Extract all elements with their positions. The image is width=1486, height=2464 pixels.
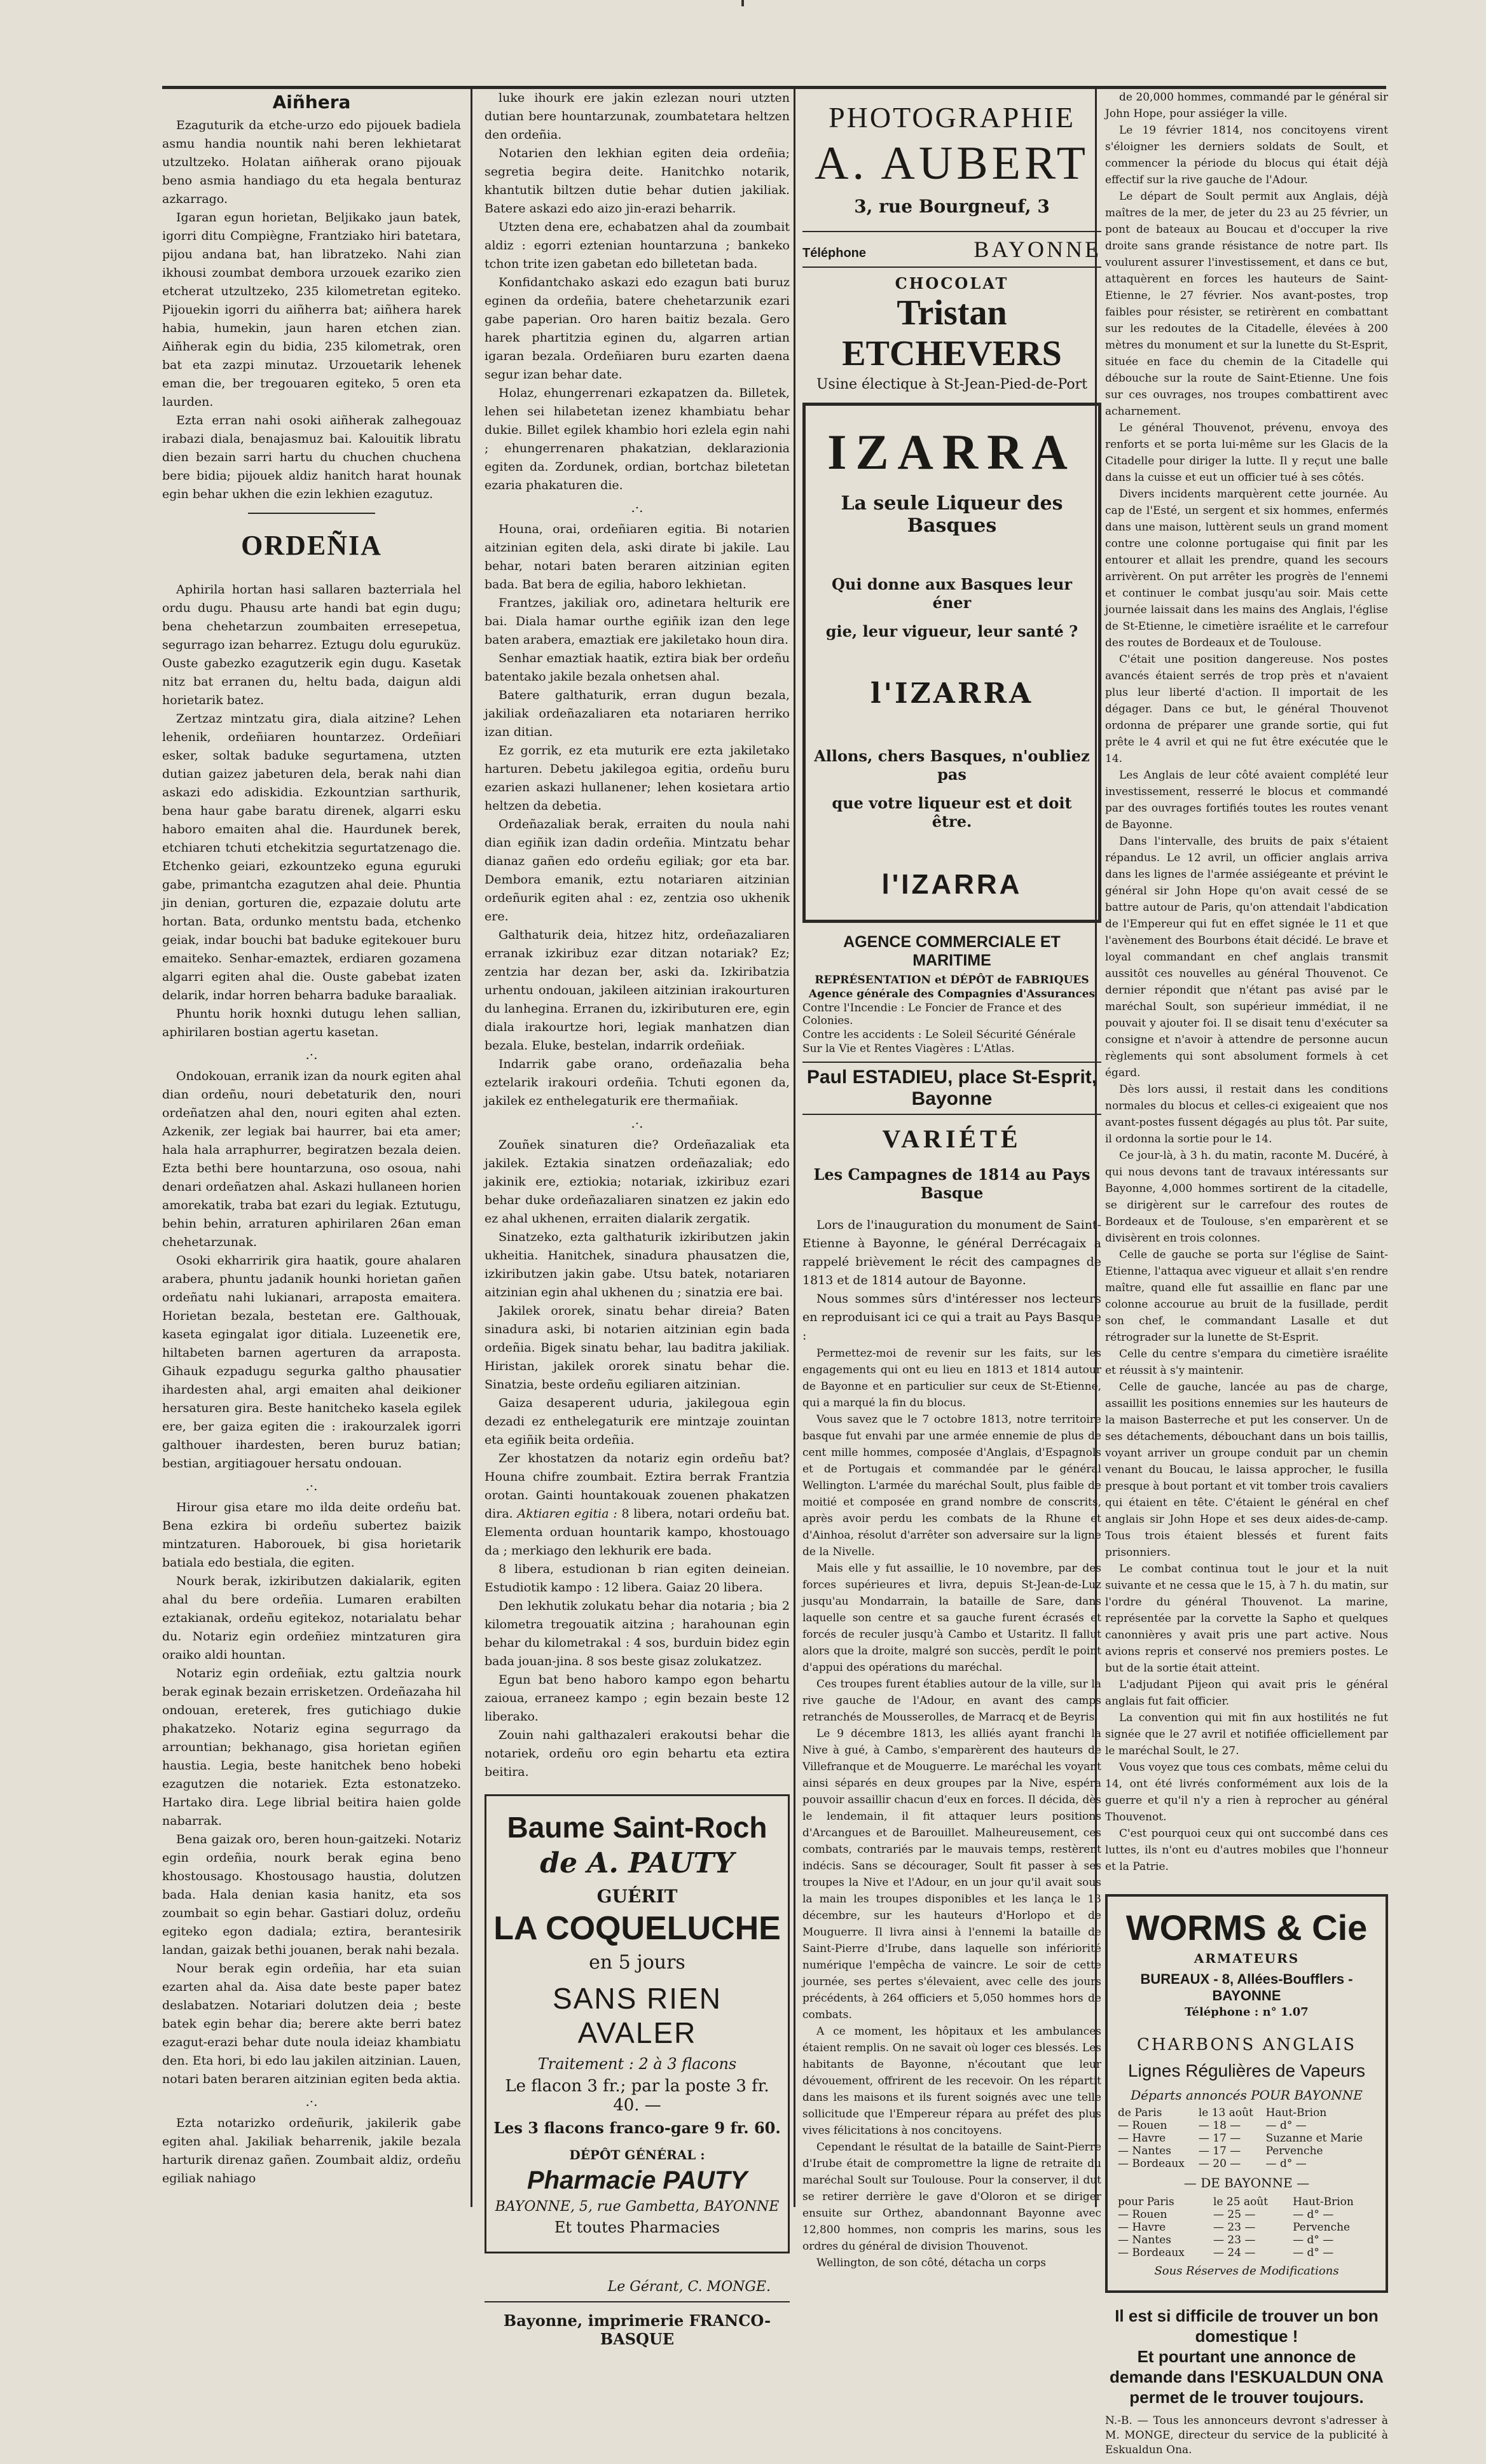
city-label: BAYONNE	[973, 237, 1101, 262]
ordenia-paragraph: Nour berak egin ordeñia, har eta suian ezarten ahal da. Aisa date beste paper batez deslabatzen. Notariari dolutzen deia ; beste batek egin behar dia; berere akte berri batez ezagut-erazi behar dute noula ideiaz khambiatu den. Eta hori, bi edo lau jakilen aitzinian. Lauen, notari baten beraren aitzinian egiten beda aktia.	[162, 1962, 461, 2086]
schedule-cell: — 17 —	[1198, 2132, 1241, 2145]
photo-ad-title: PHOTOGRAPHIE	[829, 101, 1075, 134]
schedule-cell: Pervenche	[1293, 2221, 1351, 2234]
schedule-row	[1115, 2234, 1378, 2246]
schedule-cell: de Paris	[1118, 2107, 1162, 2119]
ordenia-heading: ORDEÑIA	[241, 530, 382, 561]
ordenia-paragraph: Nourk berak, izkiributzen dakialarik, egiten ahal du bere ordeñia. Lumaren erabilten eztakianak, ordeñu egitekoz, notarialatu behar du. Notariz egin ordeñiez mintzaturen gira oraiko aldi hountan.	[162, 1574, 461, 1662]
worms-charbons: CHARBONS ANGLAIS	[1136, 2035, 1357, 2054]
schedule-cell: — Bordeaux	[1118, 2246, 1185, 2259]
schedule-cell: — 25 —	[1213, 2208, 1256, 2221]
dots-divider: .·.	[305, 2094, 318, 2109]
schedule-cell: Suzanne et Marie	[1265, 2132, 1363, 2145]
variete-paragraph: de 20,000 hommes, commandé par le général sir John Hope, pour assiéger la ville.	[1105, 91, 1388, 120]
classified-domestique	[1105, 2306, 1388, 2407]
izarra-name: l'IZARRA	[870, 677, 1034, 710]
baume-pharmacy: Pharmacie PAUTY	[526, 2166, 748, 2194]
izarra-subtitle: La seule Liqueur des Basques	[841, 492, 1063, 537]
worms-title: WORMS & Cie	[1125, 1907, 1368, 1948]
ordenia-paragraph: Phuntu horik hoxnki dutugu lehen sallian, aphirilaren bostian agertu kasetan.	[162, 1007, 461, 1039]
ordenia-paragraph: Utzten dena ere, echabatzen ahal da zoumbait aldiz : egorri eztenian hountarzuna ; bankeko tchon trite izen gabetan edo billetetan bada.	[485, 220, 790, 271]
variete-paragraph: Le départ de Soult permit aux Anglais, déjà maîtres de la mer, de jeter du 23 au 25 février, un pont de bateaux au Boucau et d'occuper la rive droite sans grande résistance de notre part. Ils voulurent assurer l'investissement, et dans ce but, attaquèrent en forces les hauteurs de Saint-Etienne, le 27 février. Nos avant-postes, trop faibles pour résister, se retirèrent en combattant sur les redoutes de la Citadelle, élevées à 200 mètres du monument et sur la lunette du St-Esprit, située en face du chemin de la Citadelle qui débouche sur la route de Saint-Etienne. Une fois sur ces ouvrages, nos troupes combattirent avec acharnement.	[1105, 190, 1388, 418]
variete-paragraph: C'est pourquoi ceux qui ont succombé dans ces luttes, ils n'ont eu d'autres mobiles que l'honneur et la Patrie.	[1105, 1827, 1388, 1873]
agence-subtitle: Agence générale des Compagnies d'Assurances	[808, 988, 1096, 1000]
variete-paragraph: Ce jour-là, à 3 h. du matin, raconte M. Ducéré, à qui nous devons tant de travaux intéressants sur Bayonne, 4,000 hommes sortirent de la citadelle, se dirigèrent sur le carrefour des routes de Bordeaux et de Toulouse, s'en emparèrent et se divisèrent en trois colonnes.	[1105, 1149, 1388, 1245]
schedule-row	[1115, 2246, 1378, 2259]
ordenia-paragraph: Galthaturik deia, hitzez hitz, ordeñazaliaren erranak izkiribuz ezar ditzan notariak? Ez; zentzia har dezan ber, aski da. Izkiribatzia urhentu ondouan, jakileen aitzinian irakourturen du lanhegina. Erranen du, izkiributuren ere, egin diala irakourtze hori, legiak manhatzen dian bezala. Eluke, bestelan, indarrik ordeñiak.	[485, 928, 790, 1053]
schedule-row	[1115, 2132, 1378, 2145]
ordenia-paragraph: Zertzaz mintzatu gira, diala aitzine? Lehen lehenik, ordeñiaren hountarzez. Ordeñiari esker, soltak baduke segurtamena, utzten dutian gaizez jabeturen dela, berak nahi dian askazi edo adiskidia. Ezkountzian sarthurik, bena haur gabe baratu direnek, algarri esku haboro emaiten ahal die. Haurdunek berek, etchiaren tchuti etchekitzia segurtatzenago die. Etchenko geiari, ezkountzeko eguna eguruki gabe, primantcha ezagutzen ahal deie. Phuntia jin denian, gorturen die, ezpazaie dolutu arte hortan. Bata, ordunko mentstu bada, etchenko geiak, indar bouchi bat baduke egitekouer buru emaiteko. Senhar-emaztek, erdiaren gozamena algarri egiten ahal die. Ouste gabebat izaten delarik, indar horren beharra baduke baraaliak.	[162, 712, 461, 1002]
worms-advertisement	[1105, 1894, 1388, 2293]
ordenia-paragraph	[485, 1450, 790, 1560]
variete-paragraph: Le combat continua tout le jour et la nuit suivante et ne cessa que le 15, à 7 h. du matin, sur l'ordre du général Thouvenot. La marine, représentée par la corvette la Sapho et quelques canonnières y avait pris une part active. Nous avions repris et conservé nos premiers postes. Le but de la sortie était atteint.	[1105, 1563, 1388, 1675]
dots-divider: .·.	[305, 1478, 318, 1493]
izarra-line: Allons, chers Basques, n'oubliez pas	[814, 747, 1090, 784]
schedule-cell: — Havre	[1118, 2221, 1166, 2234]
izarra-line: que votre liqueur est et doit être.	[832, 794, 1072, 831]
ordenia-emphasis: Aktiaren egitia :	[517, 1507, 617, 1521]
ordenia-paragraph: Ez gorrik, ez eta muturik ere ezta jakiletako harturen. Debetu jakilegoa egitia, ordeñu buru ezarien askazi hullanener; lehen kosietara artio heltzen da debetia.	[485, 744, 790, 813]
variete-paragraph: Dès lors aussi, il restait dans les conditions normales du blocus et celles-ci exigeaient que nos avant-postes fussent dégagés au plus tôt. Par suite, il ordonna la sortie pour le 14.	[1105, 1083, 1388, 1145]
ordenia-paragraph: Senhar emaztiak haatik, eztira biak ber ordeñu batentako jakile bezala onhetsen ahal.	[485, 651, 790, 684]
ordenia-paragraph: luke ihourk ere jakin ezlezan nouri utzten dutian bere hountarzunak, zoumbatetara heltzen den ordeñia.	[485, 91, 790, 142]
baume-address: BAYONNE, 5, rue Gambetta, BAYONNE	[495, 2199, 780, 2215]
dots-divider: .·.	[631, 1116, 643, 1131]
ordenia-paragraph: Jakilek ororek, sinatu behar direia? Baten sinadura aski, bi notarien aitzinian egin bada ordeñia. Bigek sinatu behar, lau baditra jakiliak. Hiristan, jakilek ororek sinatu behar die. Sinatzia, beste ordeñu egiliaren aitzinian.	[485, 1304, 790, 1392]
baume-depot-label: DÉPÔT GÉNÉRAL :	[569, 2147, 705, 2163]
variete-paragraph: L'adjudant Pijeon qui avait pris le général anglais fut fait officier.	[1105, 1678, 1388, 1708]
schedule-cell: Haut-Brion	[1265, 2107, 1327, 2119]
schedule-cell: pour Paris	[1118, 2196, 1174, 2208]
variete-paragraph: Nous sommes sûrs d'intéresser nos lecteurs en reproduisant ici ce qui a trait au Pays Basque :	[802, 1292, 1101, 1343]
ordenia-paragraph: 8 libera, estudionan b rian egiten deineian. Estudiotik kampo : 12 libera. Gaiaz 20 libera.	[485, 1562, 790, 1595]
schedule-row	[1115, 2107, 1378, 2119]
dots-divider: .·.	[631, 500, 643, 515]
schedule-cell: — Havre	[1118, 2132, 1166, 2145]
gerant-signature: Le Gérant, C. MONGE.	[607, 2279, 771, 2295]
tristan-etchevers: Tristan ETCHEVERS	[842, 293, 1062, 373]
variete-heading: VARIÉTÉ	[882, 1125, 1022, 1153]
agence-line: Contre les accidents : Le Soleil Sécurité Générale	[802, 1028, 1076, 1041]
variete-paragraph: Le 9 décembre 1813, les alliés ayant franchi la Nive à gué, à Cambo, s'emparèrent des hauteurs de Villefranque et de Mouguerre. Le maréchal les voyant ainsi séparés en deux groupes par la Nive, espéra pouvoir assaillir chacun d'eux en forces. Il décida, dès le lendemain, il fit attaquer leurs positions d'Arcangues et de Barouillet. Malheureusement, ces combats, contrariés par le mauvais temps, restèrent indécis. Sans se décourager, Soult fit passer à ses troupes la Nive et l'Adour, en un jour qu'il avait sous la main les troupes disponibles et les lança le 13 décembre, sur les hauteurs d'Horlopo et de Mouguerre. Il livra ainsi à l'ennemi la bataille de Saint-Pierre d'Irube, dans laquelle son infériorité numérique l'empêcha de vaincre. Le soir de cette journée, ses pertes s'élevaient, avec celle des jours précédents, à 264 officiers et 5,050 hommes hors de combats.	[802, 1727, 1101, 2021]
schedule-cell: Haut-Brion	[1293, 2196, 1354, 2208]
ordenia-paragraph: Zouin nahi galthazaleri erakoutsi behar die notariek, ordeñu oro egin behartu eta eztira beitira.	[485, 1728, 790, 1779]
izarra-line: Qui donne aux Basques leur éner	[832, 575, 1072, 612]
column-rule-2	[794, 89, 795, 2207]
schedule-cell: — Rouen	[1118, 2119, 1167, 2132]
variete-paragraph: A ce moment, les hôpitaux et les ambulances étaient remplis. On ne savait où loger ces blessés. Les habitants de Bayonne, n'écoutant que leur dévouement, offrirent de les recevoir. On les répartit dans les maisons et ils furent soignés avec une telle sollicitude que l'Empereur répara au préfet des plus vives félicitations à nos concitoyens.	[802, 2025, 1101, 2137]
telephone-label: Téléphone	[802, 246, 867, 260]
worms-telephone: Téléphone : n° 1.07	[1185, 2005, 1309, 2019]
photo-ad-address: 3, rue Bourgneuf, 3	[854, 196, 1050, 217]
schedule-cell: Pervenche	[1265, 2145, 1323, 2157]
ainhera-paragraph: Ezta erran nahi osoki aiñherak zalhegouaz irabazi diala, benajasmuz bai. Kalouitik libratu dien bezain sarri hartu du chuchen chuchena bere bidia; pijouek aldiz hanitch harat hounak egin behar ukhen die ezin lekhien ezagutuz.	[162, 413, 461, 501]
baume-title: Baume Saint-Roch	[507, 1811, 767, 1844]
schedule-row	[1115, 2221, 1378, 2234]
classified-line: Et pourtant une annonce de demande dans l'ESKUALDUN ONA permet de le trouver toujours.	[1110, 2347, 1384, 2407]
schedule-row	[1115, 2208, 1378, 2221]
schedule-cell: le 25 août	[1213, 2196, 1269, 2208]
agence-owner: Paul ESTADIEU, place St-Esprit, Bayonne	[802, 1062, 1101, 1115]
variete-paragraph: Celle de gauche se porta sur l'église de Saint-Etienne, l'attaqua avec vigueur et allait s'en rendre maître, quand elle fut assaillie en flanc par une colonne accourue au bruit de la fusillade, perdit son chef, le commandant Lasalle et dut rétrograder sur la lunette de St-Esprit.	[1105, 1249, 1388, 1344]
schedule-cell: — 24 —	[1213, 2246, 1256, 2259]
ordenia-paragraph: Indarrik gabe orano, ordeñazalia beha eztelarik irakouri ordeñia. Tchuti egonen da, jakilek ez enthelegaturik ere thermañiak.	[485, 1057, 790, 1108]
ainhera-paragraph: Ezaguturik da etche-urzo edo pijouek badiela asmu handia nountik nahi beren lekhietarat utzultzeko. Holatan aiñherak orano pijouak beno asmia handiago du eta hegala benturaz azkarrago.	[162, 118, 461, 206]
ordenia-paragraph: Sinatzeko, ezta galthaturik izkiributzen jakin ukheitia. Hanitchek, sinadura phausatzen die, izkiributzen jakin gabe. Utsu batek, notariaren aitzinian egin ahal ukhenen du ; sinatzia ere bai.	[485, 1230, 790, 1299]
variete-paragraph: Vous voyez que tous ces combats, même celui du 14, ont été livrés conformément aux lois de la guerre et qu'il n'y a rien à reprocher au général Thouvenot.	[1105, 1761, 1388, 1824]
ordenia-paragraph: Ondokouan, erranik izan da nourk egiten ahal dian ordeñu, nouri debetaturik den, nouri ordeñatzen ahal den, nouri egiten ahal ezten. Azkenik, zer legiak bai haurrer, bai eta amer; hala hala arraphurrer, begiratzen bezala deien. Ezta bethi bere hountarzuna, oso osoua, nahi denari ordeñatzen ahal. Askazi hullaneen horien amorekatik, traba bat ezari du legiak. Eztutugu, behin behin, arraturen aphirilaren 26an eman chehetarzunak.	[162, 1069, 461, 1249]
ordenia-paragraph: Bena gaizak oro, beren houn-gaitzeki. Notariz egin ordeñia, nourk berak egina beno khostousago. Khostousago haustia, dolutzen bada. Hala denian kasia hanitz, eta sos zoumbait so egin behar. Gastiari doluz, ordeñu egiteko egon dadiala; eztira, berantesirik landan, gaizak bethi jouanen, berak nahi bezala.	[162, 1832, 461, 1957]
izarra-advertisement	[802, 403, 1101, 923]
column-3	[802, 89, 1101, 2271]
dots-divider: .·.	[305, 1047, 318, 1062]
ordenia-paragraph: Egun bat beno haboro kampo egon behartu zaioua, erraneez kampo ; egin bezain beste 12 liberako.	[485, 1673, 790, 1724]
ordenia-paragraph: Houna, orai, ordeñiaren egitia. Bi notarien aitzinian egiten dela, aski dirate bi jakile. Lau behar, notari baten beraren aitzinian egiten bada. Bat bera de egilia, haboro lekhietan.	[485, 522, 790, 592]
izarra-line: gie, leur vigueur, leur santé ?	[825, 622, 1078, 640]
schedule-row	[1115, 2119, 1378, 2132]
variete-paragraph: Celle de gauche, lancée au pas de charge, assaillit les positions ennemies sur les hauteurs de la maison Basterreche et put les conserver. Un de ses détachements, débouchant dans un bois taillis, voyant arriver un groupe conduit par un chemin venant du Boucau, le laissa approcher, le fusilla presque à bout portant et vit tomber trois cavaliers qui étaient en tête. C'étaient le général en chef anglais sir John Hope et ses deux aides-de-camp. Tous trois étaient blessés et furent faits prisonniers.	[1105, 1381, 1388, 1559]
column-1	[162, 89, 461, 2188]
worms-armateurs: ARMATEURS	[1194, 1951, 1300, 1966]
variete-paragraph: Divers incidents marquèrent cette journée. Au cap de l'Esté, un sergent et six hommes, enfermés dans une maison, luttèrent seuls un grand moment contre une colonne portugaise qui finit par les entourer et allait les prendre, quand les secours arrivèrent. On put arrêter les progrès de l'ennemi et continuer le combat jusqu'au soir. Mais cette journée laissait dans les mains des Anglais, l'église de St-Etienne, le cimetière israélite et le carrefour des routes de Bordeaux et de Toulouse.	[1105, 488, 1388, 649]
ordenia-paragraph: Aphirila hortan hasi sallaren bazterriala hel ordu dugu. Phausu arte handi bat egin dugu; bena chehetarzun zoumbaiten erresepetua, segurrago izan beharrez. Eztugu dolu eguruküz. Ouste gabezko ezagutzerik egin dugu. Kasetak nitz bat erranen du, heltu bada, daigun aldi horietarik batez.	[162, 583, 461, 707]
printer-line: Bayonne, imprimerie FRANCO-BASQUE	[485, 2301, 790, 2348]
baume-advertisement	[485, 1794, 790, 2253]
ordenia-paragraph: Holaz, ehungerrenari ezkapatzen da. Billetek, lehen sei hilabetetan izenez khambiatu behar dukie. Billet egilek khambio hori ezlela egin nahi ; ehungerrenaren phakatzian, deklarazionia egiten da. Zordunek, ordian, bortchaz biletetan ezaria phakaturen die.	[485, 386, 790, 492]
chocolat-label: CHOCOLAT	[895, 274, 1009, 293]
variete-paragraph: Ces troupes furent établies autour de la ville, sur la rive gauche de l'Adour, en avant des camps retranchés de Mousserolles, de Marracq et de Beyris.	[802, 1678, 1101, 1724]
classified-note: N.-B. — Tous les annonceurs devront s'adresser à M. MONGE, directeur du service de la publicité à Eskualdun Ona.	[1105, 2414, 1388, 2456]
photo-ad-name: A. AUBERT	[815, 137, 1089, 190]
schedule-cell: — d° —	[1293, 2208, 1334, 2221]
ordenia-paragraph: Notarien den lekhian egiten deia ordeñia; segretia begira deite. Hanitchko notarik, khantutik biltzen dutie behar dutien jakiliak. Batere askazi edo aizo jin-erazi beharrik.	[485, 146, 790, 216]
classified-line: Il est si difficile de trouver un bon domestique !	[1115, 2306, 1379, 2346]
ordenia-paragraph: Den lekhutik zolukatu behar dia notaria ; bia 2 kilometra tregouatik aitzina ; harahounan egin behar du kilometrakal : 4 sos, burduin bidez egin bada jouan-jina. 8 sos beste gisaz zolukatzez.	[485, 1599, 790, 1668]
variete-paragraph: Lors de l'inauguration du monument de Saint-Etienne à Bayonne, le général Derrécagaix a rappelé brièvement le récit des campagnes de 1813 et de 1814 autour de Bayonne.	[802, 1218, 1101, 1287]
schedule-cell: — 23 —	[1213, 2221, 1256, 2234]
column-2	[485, 89, 790, 2348]
schedule-cell: — 18 —	[1198, 2119, 1241, 2132]
variete-paragraph: Permettez-moi de revenir sur les faits, sur les engagements qui ont eu lieu en 1813 et 1814 autour de Bayonne et en particulier sur ceux de St-Etienne, qui a marqué la fin du blocus.	[802, 1347, 1101, 1409]
column-4	[1105, 89, 1388, 2464]
schedule-cell: — d° —	[1293, 2246, 1334, 2259]
variete-paragraph: C'était une position dangereuse. Nos postes avancés étaient serrés de trop près et n'avaient plus leur liberté d'action. Il importait de les dégager. Dans ce but, le général Thouvenot ordonna de préparer une grande sortie, qui fut prête le 4 avril et qui ne fut être exécutée que le 14.	[1105, 653, 1388, 765]
schedule-cell: — 20 —	[1198, 2157, 1241, 2170]
agence-advertisement	[802, 933, 1101, 1115]
baume-slogan: SANS RIEN AVALER	[553, 1982, 722, 2049]
ordenia-text: 8 libera, notari ordeñu bat. Elementa orduan hountarik kampo, khostouago da ; merkiago den lekhurik ere bada.	[485, 1507, 790, 1558]
ordenia-paragraph: Hirour gisa etare mo ilda deite ordeñu bat. Bena ezkira bi ordeñu subertez baizik mintzaturen. Haborouek, bi gisa horietarik batiala edo bestiala, die egiten.	[162, 1500, 461, 1570]
page-edge-mark	[741, 0, 744, 6]
baume-all-pharmacies: Et toutes Pharmacies	[554, 2218, 720, 2236]
schedule-cell: — Nantes	[1118, 2145, 1171, 2157]
variete-paragraph: Mais elle y fut assaillie, le 10 novembre, par des forces supérieures et livra, depuis St-Jean-de-Luz jusqu'au Mondarrain, la bataille de Sare, dans laquelle son centre et sa gauche furent écrasés et forcés de reculer jusqu'à Cambo et Ustaritz. Il fallut alors que la droite, malgré son succès, perdît le point d'appui des opérations du maréchal.	[802, 1562, 1101, 1674]
schedule-row	[1115, 2196, 1378, 2208]
variete-paragraph: Celle du centre s'empara du cimetière israélite et réussit à s'y maintenir.	[1105, 1348, 1388, 1377]
variete-paragraph: La convention qui mit fin aux hostilités ne fut signée que le 27 avril et notifiée officiellement par le maréchal Soult, le 27.	[1105, 1712, 1388, 1757]
ainhera-heading: Aiñhera	[272, 92, 351, 113]
variete-paragraph: Wellington, de son côté, détacha un corps	[816, 2257, 1046, 2269]
schedule-from-bayonne	[1115, 2196, 1378, 2259]
schedule-cell: — 17 —	[1198, 2145, 1241, 2157]
baume-price: Le flacon 3 fr.; par la poste 3 fr. 40. —	[505, 2077, 769, 2115]
variete-paragraph: Dans l'intervalle, des bruits de paix s'étaient répandus. Le 12 avril, un officier anglais arriva dans les lignes de l'armée assiégeante et prévint le général sir John Hope qu'on avait cessé de se battre autour de Paris, qu'on attendait l'abdication de l'Empereur qui fut en effet signée le 11 et que l'avènement des Bourbons était décidé. Le brave et loyal commandant en chef anglais transmit aussitôt ces nouvelles au général Thouvenot. Ce dernier répondit que n'étant pas avisé par le maréchal Soult, son supérieur immédiat, il ne pouvait y ajouter foi. Il se disait tenu d'exécuter sa consigne et n'avoir à attendre de personne aucun règlements qui sont absolument formels à cet égard.	[1105, 835, 1388, 1079]
agence-subtitle: REPRÉSENTATION et DÉPÔT de FABRIQUES	[815, 974, 1089, 986]
variete-paragraph: Cependant le résultat de la bataille de Saint-Pierre d'Irube était de compromettre la ligne de retraite du maréchal Soult sur Toulouse. Pour la conserver, il dut se retirer derrière le gave d'Oloron et se diriger ensuite sur Orthez, abandonnant Bayonne avec 12,800 hommes, non compris les marins, sous les ordres du général de division Thouvenot.	[802, 2141, 1101, 2253]
agence-title: AGENCE COMMERCIALE ET MARITIME	[843, 933, 1061, 969]
ordenia-paragraph: Gaiza desaperent uduria, jakilegoua egin dezadi ez enthelegaturik ere mintzaje zouintan eta egiñik beita ordeñia.	[485, 1396, 790, 1447]
photo-ad-telephone-row	[802, 231, 1101, 268]
ainhera-paragraph: Igaran egun horietan, Beljikako jaun batek, igorri ditu Compiègne, Frantziako hiri batetara, pijou andana bat, han libratzeko. Nahi zian ikhousi zoumbat dembora urzouek ezariko zien etcherat utzultzeko, 235 kilometretan egiteko. Pijouekin igorri du aiñherra bat; aiñhera harek habia, humekin, jaun haren etchen zian. Aiñherak egin du bidia, 235 kilometrak, oren bat eta zazpi minutaz. Urzouetarik lehenek eman die, ber tregouaren egiteko, 5 oren eta laurden.	[162, 211, 461, 409]
worms-bureaux: BUREAUX - 8, Allées-Boufflers - BAYONNE	[1140, 1971, 1353, 2004]
column-rule-1	[471, 89, 472, 2207]
schedule-to-bayonne	[1115, 2107, 1378, 2170]
ordenia-paragraph: Ordeñazaliak berak, erraiten du noula nahi dian egiñik izan dadin ordeñia. Mintzatu behar dianaz gañen edo ordeñu egiliak; gor eta bar. Dembora emanik, eztu notariaren aitzinian ordeñurik egiten ahal : ez, zentzia oso ukhenik ere.	[485, 817, 790, 924]
schedule-cell: — Rouen	[1118, 2208, 1167, 2221]
ordenia-paragraph: Batere galthaturik, erran dugun bezala, jakiliak ordeñazaliaren eta notariaren herriko izan ditian.	[485, 688, 790, 739]
schedule-row	[1115, 2157, 1378, 2170]
ordenia-paragraph: Osoki ekharririk gira haatik, goure ahalaren arabera, phuntu jadanik hounki horietan gañen ordeñatu nahi lukianari, arraposta emaitera. Horietan bezala, bestetan ere. Galthouak, kaseta egingalat igor ditiala. Luzeenetik ere, hiltabeten barnen agerturen da arraposta. Gihauk ezpadugu segurka galtho phausatier ihardesten ahal, argi emaiten ahal deikioner hersaturen gira. Beste hanitcheko kasela egilek ere, ber gaiza egiten die : irakourzalek igorri galthouer ihardesten, beren buruz batian; bestian, argitiagouer hersatu ondouan.	[162, 1254, 461, 1471]
ordenia-paragraph: Notariz egin ordeñiak, eztu galtzia nourk berak eginak bezain errisketzen. Ordeñazaha hil ondouan, ereterek, fres gutichiago dukie phakatzeko. Notariz egina segurrago da arrountian; bekhanago, gisa horietan egiñen haustia. Legia, beste hanitchek beno hobeki ezagutzen die notariek. Ezta estonatzeko. Hartako dira. Lege librial beitira haien golde nabarrak.	[162, 1666, 461, 1828]
variete-paragraph: Le 19 février 1814, nos concitoyens virent s'éloigner les derniers soldats de Soult, et commencer la période du blocus qui était déjà effectif sur la rive gauche de l'Adour.	[1105, 124, 1388, 186]
baume-disease: LA COQUELUCHE	[493, 1910, 781, 1947]
schedule-cell: — Nantes	[1118, 2234, 1171, 2246]
baume-maker: de A. PAUTY	[540, 1847, 734, 1879]
worms-lignes: Lignes Régulières de Vapeurs	[1127, 2061, 1366, 2080]
variete-paragraph: Vous savez que le 7 octobre 1813, notre territoire basque fut envahi par une armée ennemie de plus de cent mille hommes, composée d'Anglais, d'Espagnols et de Portugais et commandée par le général Wellington. L'armée du maréchal Soult, plus faible de moitié et composée en grand nombre de conscrits, après avoir perdu les combats de la Rhune et d'Ainhoa, résolut d'arrêter son adversaire sur la ligne de la Nivelle.	[802, 1413, 1101, 1558]
worms-de-bayonne: — DE BAYONNE —	[1183, 2175, 1310, 2191]
worms-departs: Départs annoncés POUR BAYONNE	[1131, 2087, 1363, 2103]
variete-paragraph: Les Anglais de leur côté avaient complété leur investissement, resserré le blocus et commandé par des ouvrages fortifiés toutes les routes venant de Bayonne.	[1105, 769, 1388, 831]
schedule-cell: — d° —	[1265, 2119, 1307, 2132]
campagnes-heading: Les Campagnes de 1814 au Pays Basque	[813, 1165, 1090, 1202]
schedule-cell: — d° —	[1265, 2157, 1307, 2170]
agence-line: Contre l'Incendie : Le Foncier de France et des Colonies.	[802, 1002, 1062, 1027]
schedule-cell: le 13 août	[1198, 2107, 1253, 2119]
schedule-cell: — d° —	[1293, 2234, 1334, 2246]
ordenia-paragraph: Ezta notarizko ordeñurik, jakilerik gabe egiten ahal. Jakiliak beharrenik, jakile bezala harturik direnaz gañen. Zoumbait aldiz, ordeñu egiliak nahiago	[162, 2116, 461, 2185]
schedule-cell: — Bordeaux	[1118, 2157, 1185, 2170]
usine-line: Usine électique à St-Jean-Pied-de-Port	[816, 377, 1088, 392]
izarra-title: IZARRA	[827, 424, 1077, 480]
ordenia-paragraph: Zouñek sinaturen die? Ordeñazaliak eta jakilek. Eztakia sinatzen ordeñazaliak; edo jakinik ere, eztiokia; notariak, izkiribuz ezari behar duke ordeñazaliaren sinatzen ez jakin edo ez ahal ukhenen, erraiten dialarik zergatik.	[485, 1138, 790, 1226]
worms-reserves: Sous Réserves de Modifications	[1154, 2264, 1339, 2278]
baume-price-bulk: Les 3 flacons franco-gare 9 fr. 60.	[493, 2119, 781, 2137]
schedule-cell: — 23 —	[1213, 2234, 1256, 2246]
izarra-footer-name: l'IZARRA	[881, 869, 1022, 900]
ordenia-text: Zer khostatzen da notariz egin ordeñu bat? Houna chifre zoumbait. Eztira berrak Frantzia orotan. Gainti hountakouak zouenen phakatzen dira.	[485, 1451, 790, 1521]
agence-line: Sur la Vie et Rentes Viagères : L'Atlas.	[802, 1042, 1015, 1055]
baume-treatment: Traitement : 2 à 3 flacons	[537, 2055, 737, 2073]
schedule-row	[1115, 2145, 1378, 2157]
ordenia-paragraph: Konfidantchako askazi edo ezagun bati buruz eginen da ordeñia, batere chehetarzunik ezari gabe paperian. Oro haren baitiz bezala. Gero harek phartitzia eginen du, algarren artian igaran bezala. Ordeñiaren buru ezarten daena segur izan behar date.	[485, 275, 790, 382]
section-separator	[248, 513, 375, 514]
baume-days: en 5 jours	[589, 1951, 685, 1974]
variete-paragraph: Le général Thouvenot, prévenu, envoya des renforts et se porta lui-même sur les Glacis de la Citadelle pour diriger la lutte. Il y reçut une balle dans la cuisse et eut un officier tué à ses côtés.	[1105, 422, 1388, 484]
ordenia-paragraph: Frantzes, jakiliak oro, adinetara helturik ere bai. Diala hamar ourthe egiñik izan den lege baten arabera, emaztiak ere jakiletako houn dira.	[485, 596, 790, 647]
baume-cures: GUÉRIT	[596, 1886, 678, 1907]
